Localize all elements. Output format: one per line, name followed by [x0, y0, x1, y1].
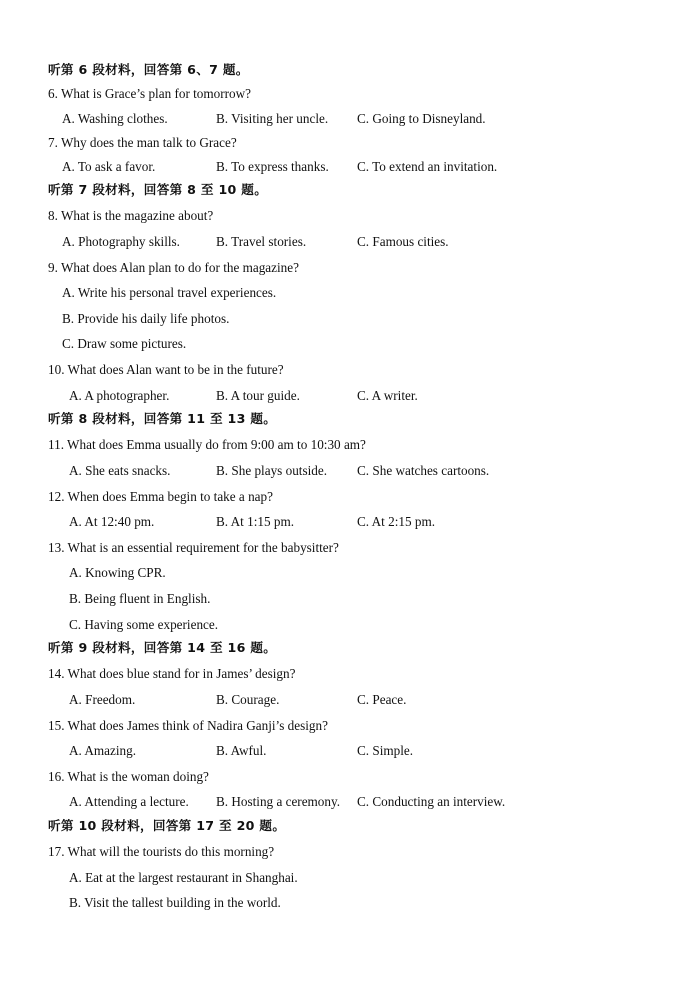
section-heading-7: 听第 7 段材料，回答第 8 至 10 题。: [48, 182, 268, 197]
q10-option-b: B. A tour guide.: [216, 388, 300, 403]
q6-option-c: C. Going to Disneyland.: [357, 111, 486, 126]
question-9: 9. What does Alan plan to do for the magazine?: [48, 260, 299, 275]
q10-option-a: A. A photographer.: [69, 388, 170, 403]
q12-option-a: A. At 12:40 pm.: [69, 514, 155, 529]
q12-option-b: B. At 1:15 pm.: [216, 514, 295, 529]
question-10: 10. What does Alan want to be in the future?: [48, 362, 284, 377]
q16-option-c: C. Conducting an interview.: [357, 794, 506, 809]
section-heading-10: 听第 10 段材料，回答第 17 至 20 题。: [48, 818, 286, 833]
q10-option-c: C. A writer.: [357, 388, 418, 403]
q15-option-b: B. Awful.: [216, 743, 267, 758]
q8-option-a: A. Photography skills.: [62, 234, 180, 249]
q11-option-a: A. She eats snacks.: [69, 463, 171, 478]
question-16: 16. What is the woman doing?: [48, 769, 209, 784]
section-heading-8: 听第 8 段材料，回答第 11 至 13 题。: [48, 411, 277, 426]
question-6: 6. What is Grace’s plan for tomorrow?: [48, 86, 252, 101]
q7-option-a: A. To ask a favor.: [62, 159, 156, 174]
q12-option-c: C. At 2:15 pm.: [357, 514, 436, 529]
q13-option-c: C. Having some experience.: [69, 617, 219, 632]
q11-option-b: B. She plays outside.: [216, 463, 327, 478]
question-14: 14. What does blue stand for in James’ design?: [48, 666, 296, 681]
q17-option-a: A. Eat at the largest restaurant in Shanghai.: [69, 870, 298, 885]
q9-option-a: A. Write his personal travel experiences.: [62, 285, 277, 300]
q14-option-c: C. Peace.: [357, 692, 407, 707]
q7-option-c: C. To extend an invitation.: [357, 159, 498, 174]
q9-option-b: B. Provide his daily life photos.: [62, 311, 230, 326]
section-heading-6: 听第 6 段材料，回答第 6、7 题。: [48, 62, 249, 77]
q16-option-b: B. Hosting a ceremony.: [216, 794, 341, 809]
question-8: 8. What is the magazine about?: [48, 208, 214, 223]
q14-option-b: B. Courage.: [216, 692, 280, 707]
q13-option-a: A. Knowing CPR.: [69, 565, 166, 580]
q17-option-b: B. Visit the tallest building in the world.: [69, 895, 281, 910]
q14-option-a: A. Freedom.: [69, 692, 136, 707]
q11-option-c: C. She watches cartoons.: [357, 463, 490, 478]
q13-option-b: B. Being fluent in English.: [69, 591, 211, 606]
question-13: 13. What is an essential requirement for the babysitter?: [48, 540, 339, 555]
q15-option-a: A. Amazing.: [69, 743, 137, 758]
q15-option-c: C. Simple.: [357, 743, 414, 758]
q9-option-c: C. Draw some pictures.: [62, 336, 187, 351]
question-7: 7. Why does the man talk to Grace?: [48, 135, 237, 150]
section-heading-9: 听第 9 段材料，回答第 14 至 16 题。: [48, 640, 277, 655]
question-12: 12. When does Emma begin to take a nap?: [48, 489, 273, 504]
question-15: 15. What does James think of Nadira Ganji’s design?: [48, 718, 328, 733]
q7-option-b: B. To express thanks.: [216, 159, 329, 174]
q16-option-a: A. Attending a lecture.: [69, 794, 189, 809]
q8-option-b: B. Travel stories.: [216, 234, 307, 249]
q6-option-a: A. Washing clothes.: [62, 111, 168, 126]
question-11: 11. What does Emma usually do from 9:00 am to 10:30 am?: [48, 437, 366, 452]
q8-option-c: C. Famous cities.: [357, 234, 449, 249]
question-17: 17. What will the tourists do this morning?: [48, 844, 275, 859]
q6-option-b: B. Visiting her uncle.: [216, 111, 329, 126]
